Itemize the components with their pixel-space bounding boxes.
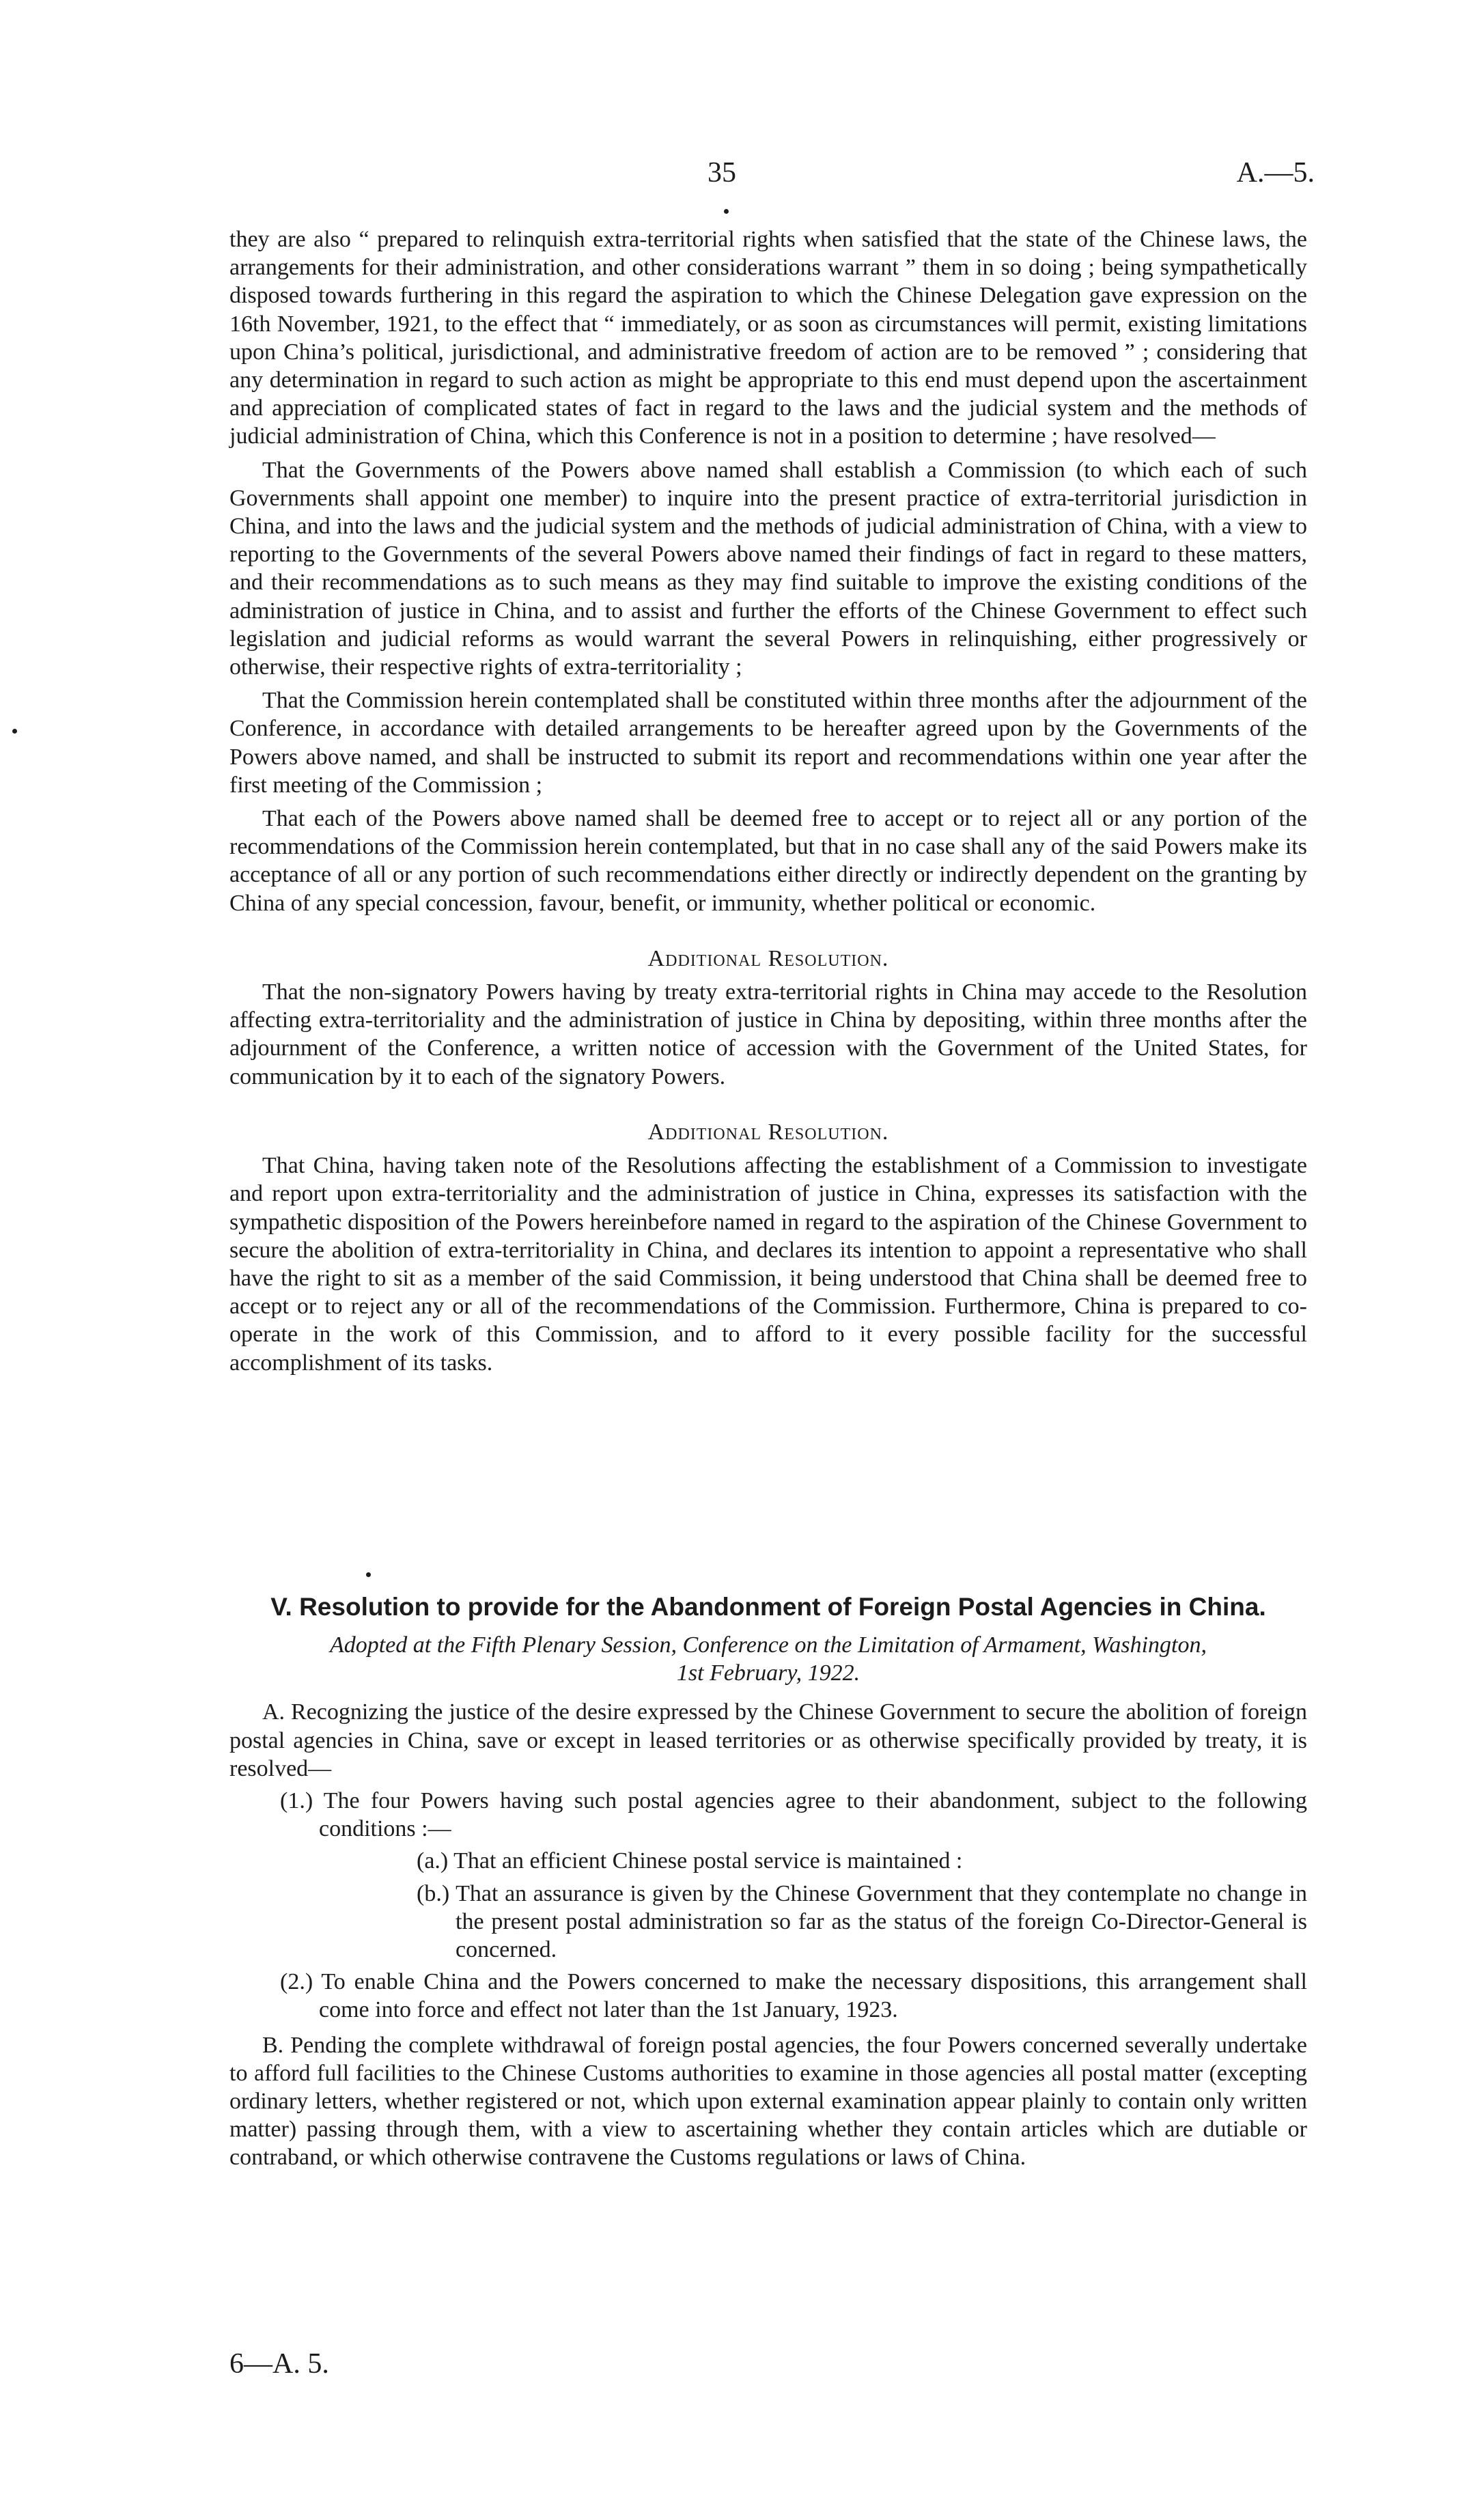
item-1: (1.) The four Powers having such postal agencies agree to their abandonment, subject to the following conditions :— (280, 1788, 1307, 1842)
extraterritoriality-text (229, 225, 1307, 1377)
document-reference: A.—5. (1236, 157, 1315, 189)
signature-mark: 6—A. 5. (229, 2348, 329, 2380)
page-number: 35 (708, 157, 736, 189)
paragraph-acceptance: That each of the Powers above named shall be deemed free to accept or to reject all or any portion of the recommendations of the Commission herein contemplated, but that in no case shall any of the said Powers make its acceptance of all or any portion of such recommendations either directly or indirectly dependent on the granting by China of any special concession, favour, benefit, or immunity, whether political or economic. (229, 806, 1307, 916)
section-v (229, 1591, 1307, 2172)
print-speck (724, 209, 729, 214)
item-1b: (b.) That an assurance is given by the Chinese Government that they contemplate no change in the present postal administration so far as the status of the foreign Co-Director-General is concerned. (417, 1880, 1307, 1963)
paragraph-a: A. Recognizing the justice of the desire expressed by the Chinese Government to secure the abolition of foreign postal agencies in China, save or except in leased territories or as otherwise specifically provided by treaty, it is resolved— (229, 1699, 1307, 1781)
paragraph-b: B. Pending the complete withdrawal of foreign postal agencies, the four Powers concerned severally undertake to afford full facilities to the Chinese Customs authorities to examine in those agencies all postal matter (excepting ordinary letters, whether registered or not, which upon external examination appear plainly to contain only written matter) passing through them, with a view to ascertaining whether they contain articles which are dutiable or contraband, or which otherwise contravene the Customs regulations or laws of China. (229, 2032, 1307, 2171)
item-1a: (a.) That an efficient Chinese postal service is maintained : (417, 1848, 963, 1874)
adopted-line-1: Adopted at the Fifth Plenary Session, Conference on the Limitation of Armament, Washington, (329, 1632, 1207, 1658)
item-2: (2.) To enable China and the Powers concerned to make the necessary dispositions, this arrangement shall come into force and effect not later than the 1st January, 1923. (280, 1969, 1307, 2023)
print-speck (366, 1572, 371, 1577)
heading-additional-resolution-1: Additional Resolution. (647, 945, 889, 971)
heading-additional-resolution-2: Additional Resolution. (647, 1119, 889, 1145)
section-v-heading: V. Resolution to provide for the Abandonment of Foreign Postal Agencies in China. (270, 1593, 1266, 1621)
adopted-line-2: 1st February, 1922. (676, 1660, 860, 1686)
paragraph-commission: That the Governments of the Powers above named shall establish a Commission (to which each of such Governments shall appoint one member) to inquire into the present practice of extra-territorial jurisdiction in China, and into the laws and the judicial system and the methods of judicial administration of China, with a view to reporting to the Governments of the several Powers above named their findings of fact in regard to these matters, and their recommendations as to such means as they may find suitable to improve the existing conditions of the administration of justice in China, and to assist and further the efforts of the Chinese Government to effect such legislation and judicial reforms as would warrant the several Powers in relinquishing, either progressively or otherwise, their respective rights of extra-territoriality ; (229, 457, 1307, 680)
print-speck (12, 729, 17, 734)
paragraph-preamble: they are also “ prepared to relinquish extra-territorial rights when satisfied that the state of the Chinese laws, the arrangements for their administration, and other considerations warrant ” them in so doing ; being sympathetically disposed towards furthering in this regard the aspiration to which the Chinese Delegation gave expression on the 16th November, 1921, to the effect that “ immediately, or as soon as circumstances will permit, existing limitations upon China’s political, jurisdictional, and administrative freedom of action are to be removed ” ; considering that any determination in regard to such action as might be appropriate to this end must depend upon the ascertainment and appreciation of complicated states of fact in regard to the laws and the judicial system and the methods of judicial administration of China, which this Conference is not in a position to determine ; have resolved— (229, 227, 1307, 449)
paragraph-non-signatory: That the non-signatory Powers having by treaty extra-territorial rights in China may accede to the Resolution affecting extra-territoriality and the administration of justice in China by depositing, within three months after the adjournment of the Conference, a written notice of accession with the Government of the United States, for communication by it to each of the signatory Powers. (229, 979, 1307, 1089)
paragraph-constitution: That the Commission herein contemplated shall be constituted within three months after the adjournment of the Conference, in accordance with detailed arrangements to be hereafter agreed upon by the Governments of the Powers above named, and shall be instructed to submit its report and recommendations within one year after the first meeting of the Commission ; (229, 688, 1307, 798)
paragraph-china-declaration: That China, having taken note of the Resolutions affecting the establishment of a Commission to investigate and report upon extra-territoriality and the administration of justice in China, expresses its satisfaction with the sympathetic disposition of the Powers hereinbefore named in regard to the aspiration of the Chinese Government to secure the abolition of extra-territoriality in China, and declares its intention to appoint a representative who shall have the right to sit as a member of the said Commission, it being understood that China shall be deemed free to accept or to reject any or all of the recommendations of the Commission. Furthermore, China is prepared to co-operate in the work of this Commission, and to afford to it every possible facility for the successful accomplishment of its tasks. (229, 1153, 1307, 1376)
